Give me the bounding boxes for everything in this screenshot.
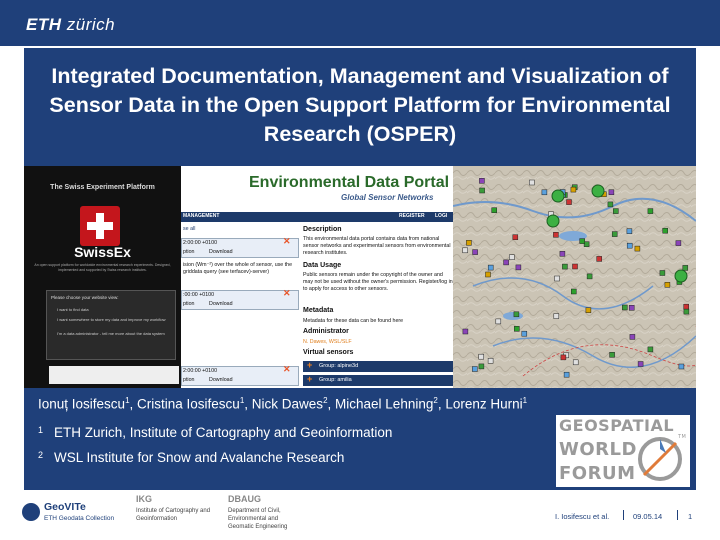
- sensor-cluster-marker[interactable]: [592, 185, 604, 197]
- sensor-marker[interactable]: [573, 360, 578, 365]
- description-text: This environmental data portal contains data from national sensor networks and experimental sensors from environmental research institutes.: [303, 236, 451, 256]
- sensor-marker[interactable]: [509, 255, 514, 260]
- sensor-marker[interactable]: [608, 202, 613, 207]
- tab-option-3[interactable]: ption: [183, 377, 195, 383]
- sensor-marker[interactable]: [635, 246, 640, 251]
- sensor-marker[interactable]: [648, 209, 653, 214]
- sensor-time-2: :00:00 +0100: [183, 292, 215, 298]
- affiliation-1: $^1$ ETH Zurich, Institute of Cartography and Geoinformation: [38, 425, 393, 440]
- sensor-marker[interactable]: [630, 334, 635, 339]
- swissex-subtitle: An open support platform for worldwide environmental research experiments. Designed, implemented and supported by Swiss research institutes.: [34, 263, 171, 272]
- sensor-marker[interactable]: [580, 239, 585, 244]
- swissex-name: SwissEx: [74, 244, 131, 260]
- sensor-marker[interactable]: [496, 319, 501, 324]
- group-alpine3d[interactable]: + Group: alpine3d: [303, 361, 453, 372]
- sensor-marker[interactable]: [555, 276, 560, 281]
- sensor-marker[interactable]: [514, 312, 519, 317]
- virtual-sensors-heading: Virtual sensors: [303, 349, 354, 356]
- globe-icon: [636, 435, 684, 483]
- tab-download-3[interactable]: Download: [209, 377, 233, 383]
- portal-logo: Environmental Data Portal: [249, 174, 450, 191]
- sensor-marker[interactable]: [560, 251, 565, 256]
- eth-zurich-logo[interactable]: ETH zürich: [26, 15, 116, 34]
- sensor-marker[interactable]: [567, 200, 572, 205]
- nav-management[interactable]: MANAGEMENT: [183, 213, 220, 219]
- eth-header-bar: [0, 0, 720, 46]
- sensor-marker[interactable]: [638, 362, 643, 367]
- sensor-marker[interactable]: [571, 289, 576, 294]
- sensor-marker[interactable]: [516, 265, 521, 270]
- sensor-cluster-marker[interactable]: [552, 190, 564, 202]
- geovite-logo: GeoVITe: [44, 501, 86, 513]
- geovite-subtitle: ETH Geodata Collection: [44, 515, 115, 522]
- sensor-marker[interactable]: [553, 232, 558, 237]
- sensor-marker[interactable]: [613, 209, 618, 214]
- sensor-marker[interactable]: [522, 331, 527, 336]
- swissex-title: The Swiss Experiment Platform: [50, 184, 155, 191]
- sensor-marker[interactable]: [473, 250, 478, 255]
- sensor-marker[interactable]: [562, 264, 567, 269]
- portal-subtitle: Global Sensor Networks: [341, 193, 434, 202]
- sensor-marker[interactable]: [627, 243, 632, 248]
- portal-nav: [181, 212, 453, 222]
- usage-text: Public sensors remain under the copyright of the owner and may not be used without the owner's permission. Register/log in to apply for access to other sensors.: [303, 272, 453, 292]
- sensor-description-text: ision (Wm⁻²) over the whole of sensor, use the griddata query (see terfacev)-server): [183, 262, 293, 275]
- sensor-marker[interactable]: [554, 314, 559, 319]
- sensor-marker[interactable]: [514, 326, 519, 331]
- usage-heading: Data Usage: [303, 262, 342, 269]
- swissex-view-chooser: [46, 290, 176, 360]
- author-name: Lorenz Hurni: [445, 396, 523, 412]
- group-amilia[interactable]: + Group: amilia: [303, 375, 453, 386]
- metadata-text: Metadata for these data can be found here: [303, 318, 404, 324]
- sensor-marker[interactable]: [463, 329, 468, 334]
- geovite-icon: [22, 503, 40, 521]
- tab-download-1[interactable]: Download: [209, 249, 233, 255]
- footer-author: I. Iosifescu et al.: [555, 512, 610, 521]
- sensor-marker[interactable]: [648, 347, 653, 352]
- sensor-marker[interactable]: [488, 265, 493, 270]
- sensor-marker[interactable]: [597, 256, 602, 261]
- sensor-marker[interactable]: [586, 308, 591, 313]
- sensor-marker[interactable]: [472, 367, 477, 372]
- sensor-marker[interactable]: [492, 208, 497, 213]
- sensor-marker[interactable]: [513, 235, 518, 240]
- page-number: 1: [688, 512, 693, 521]
- sensor-marker[interactable]: [542, 190, 547, 195]
- sensor-marker[interactable]: [504, 260, 509, 265]
- admin-text[interactable]: N. Dawes, WSL/SLF: [303, 339, 352, 345]
- sensor-marker[interactable]: [486, 272, 491, 277]
- sensor-marker[interactable]: [561, 355, 566, 360]
- sensor-marker[interactable]: [480, 188, 485, 193]
- sensor-marker[interactable]: [488, 358, 493, 363]
- close-icon[interactable]: ✕: [283, 236, 291, 246]
- sensor-marker[interactable]: [684, 304, 689, 309]
- sensor-map-screenshot: [453, 166, 696, 388]
- sensor-marker[interactable]: [609, 190, 614, 195]
- sensor-marker[interactable]: [679, 364, 684, 369]
- sensor-marker[interactable]: [663, 228, 668, 233]
- sensor-marker[interactable]: [479, 364, 484, 369]
- geospatial-world-forum-logo: GEOSPATIAL WORLD FORUM TM: [556, 415, 690, 487]
- sensor-marker[interactable]: [665, 282, 670, 287]
- sensor-marker[interactable]: [610, 352, 615, 357]
- footer-separator: [623, 510, 624, 520]
- sensor-marker[interactable]: [629, 305, 634, 310]
- dbaug-logo: DBAUG: [228, 494, 261, 504]
- data-portal-screenshot: [181, 166, 453, 388]
- sensor-marker[interactable]: [660, 271, 665, 276]
- sensor-marker[interactable]: [684, 309, 689, 314]
- affiliation-2: $^2$ WSL Institute for Snow and Avalanche Research: [38, 450, 345, 465]
- sensor-time-3: 2:00:00 +0100: [183, 368, 218, 374]
- nav-login[interactable]: LOGI: [435, 213, 448, 219]
- tab-option-1[interactable]: ption: [183, 249, 195, 255]
- author-name: Cristina Iosifescu: [137, 396, 240, 412]
- sensor-marker[interactable]: [479, 178, 484, 183]
- swissex-option-store[interactable]: I want somewhere to store my data and improve my workflow: [57, 317, 166, 322]
- ikg-subtitle: Institute of Cartography and Geoinformation: [136, 508, 211, 522]
- sensor-marker[interactable]: [612, 232, 617, 237]
- sensor-marker[interactable]: [529, 180, 534, 185]
- sensor-marker[interactable]: [676, 241, 681, 246]
- sensor-marker[interactable]: [573, 264, 578, 269]
- swissex-option-find[interactable]: I want to find data: [57, 307, 89, 312]
- ikg-logo: IKG: [136, 494, 153, 504]
- sensor-marker[interactable]: [627, 229, 632, 234]
- tab-option-2[interactable]: ption: [183, 301, 195, 307]
- close-icon[interactable]: ✕: [283, 364, 291, 374]
- sensor-marker[interactable]: [571, 187, 576, 192]
- sensor-cluster-marker[interactable]: [675, 270, 687, 282]
- dbaug-subtitle: Department of Civil, Environmental and Geomatic Engineering: [228, 508, 288, 530]
- partner-logos-strip: [49, 366, 179, 384]
- metadata-heading: Metadata: [303, 307, 334, 314]
- admin-heading: Administrator: [303, 328, 349, 335]
- author-name: Nick Dawes: [251, 396, 324, 412]
- map-canvas[interactable]: [453, 166, 696, 388]
- slide-title: Integrated Documentation, Management and Visualization of Sensor Data in the Open Support Platform for Environmental Research (OSPER): [49, 64, 671, 146]
- sensor-marker[interactable]: [466, 240, 471, 245]
- sensor-marker[interactable]: [479, 354, 484, 359]
- tab-download-2[interactable]: Download: [209, 301, 233, 307]
- author-name: Michael Lehning: [335, 396, 434, 412]
- footer-date: 09.05.14: [633, 512, 663, 521]
- expand-all-link[interactable]: se all: [183, 226, 196, 232]
- sensor-marker[interactable]: [683, 265, 688, 270]
- sensor-marker[interactable]: [622, 305, 627, 310]
- sensor-marker[interactable]: [463, 248, 468, 253]
- swissex-prompt: Please choose your website view:: [51, 295, 119, 300]
- author-list: Ionuț Iosifescu$^1$, Cristina Iosifescu$^1$, Nick Dawes$^2$, Michael Lehning$^2$, Lorenz Hurni$^1$: [38, 396, 528, 412]
- author-name: Ionuț Iosifescu: [38, 396, 126, 412]
- sensor-marker[interactable]: [564, 372, 569, 377]
- description-heading: Description: [303, 226, 342, 233]
- swissex-screenshot: [24, 166, 181, 388]
- sensor-time-1: 2:00:00 +0100: [183, 240, 218, 246]
- sensor-cluster-marker[interactable]: [547, 215, 559, 227]
- sensor-marker[interactable]: [587, 274, 592, 279]
- swiss-flag-icon: [80, 206, 120, 246]
- footer-separator: [677, 510, 678, 520]
- close-icon[interactable]: ✕: [283, 288, 291, 298]
- swissex-option-admin[interactable]: I'm a data administrator - tell me more about the data system: [57, 331, 165, 336]
- nav-register[interactable]: REGISTER: [399, 213, 425, 219]
